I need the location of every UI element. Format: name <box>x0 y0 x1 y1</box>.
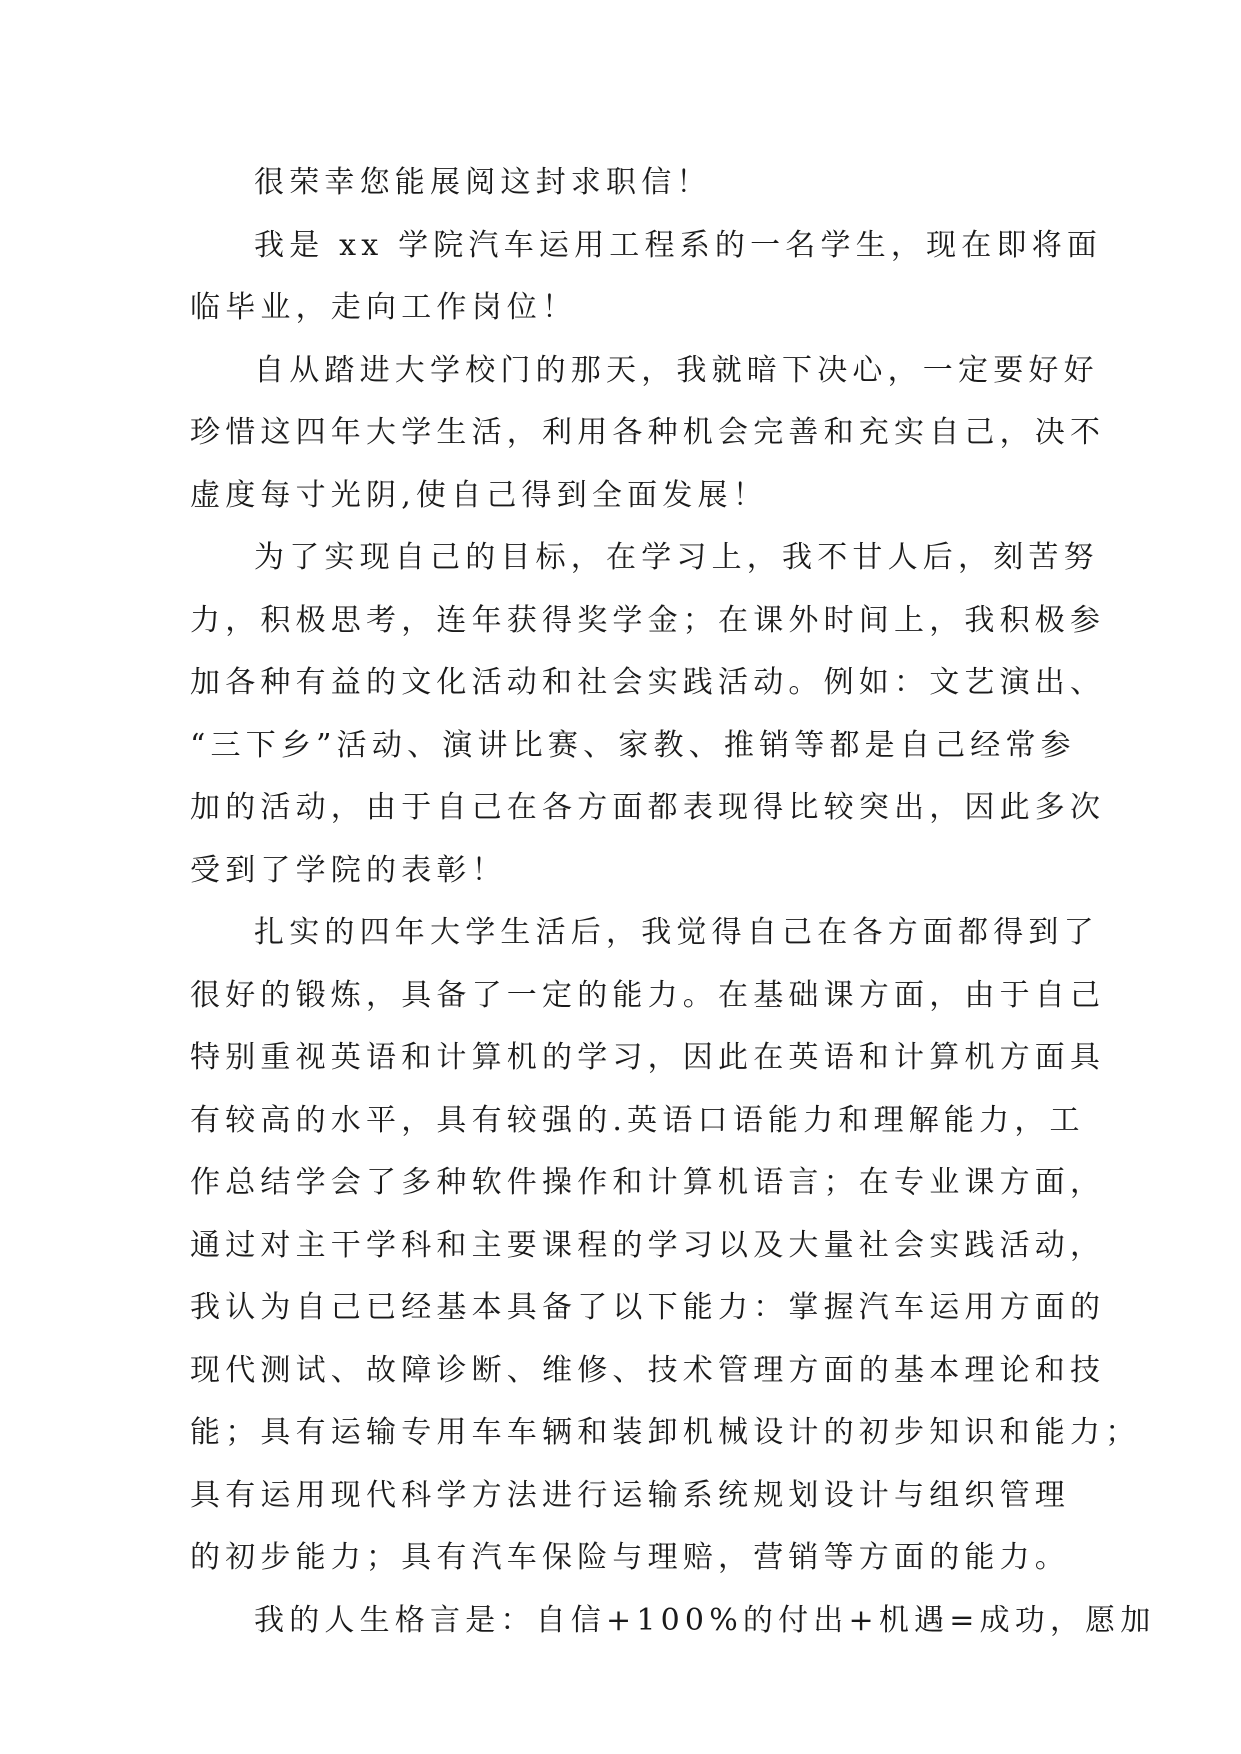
text-line: “三下乡”活动、演讲比赛、家教、推销等都是自己经常参 <box>190 727 1076 763</box>
text-line: 特别重视英语和计算机的学习，因此在英语和计算机方面具 <box>190 1040 1106 1075</box>
text-line: 珍惜这四年大学生活，利用各种机会完善和充实自己，决不 <box>190 415 1106 450</box>
text-line: 扎实的四年大学生活后，我觉得自己在各方面都得到了 <box>254 915 1099 950</box>
paragraph-abilities <box>190 902 1141 1590</box>
text-line: 作总结学会了多种软件操作和计算机语言；在专业课方面， <box>190 1165 1106 1200</box>
text-line: 为了实现自己的目标，在学习上，我不甘人后，刻苦努 <box>254 540 1099 575</box>
text-line: 加各种有益的文化活动和社会实践活动。例如：文艺演出、 <box>190 665 1106 700</box>
text-line: 受到了学院的表彰！ <box>190 852 507 888</box>
text-line: 的初步能力；具有汽车保险与理赔，营销等方面的能力。 <box>190 1540 1070 1575</box>
text-line: 加的活动，由于自己在各方面都表现得比较突出，因此多次 <box>190 790 1106 825</box>
text-line: 力，积极思考，连年获得奖学金；在课外时间上，我积极参 <box>190 602 1106 638</box>
text-line: 我的人生格言是：自信+100%的付出+机遇=成功，愿加 <box>254 1602 1156 1638</box>
paragraph-motto <box>190 1590 1156 1653</box>
text-line: 能；具有运输专用车车辆和装卸机械设计的初步知识和能力； <box>190 1415 1141 1450</box>
paragraph-introduction <box>190 215 1103 340</box>
text-line: 很荣幸您能展阅这封求职信！ <box>254 165 712 200</box>
paragraph-activities <box>190 527 1106 902</box>
text-line: 自从踏进大学校门的那天，我就暗下决心，一定要好好 <box>254 352 1099 388</box>
text-line: 虚度每寸光阴,使自己得到全面发展！ <box>190 477 768 513</box>
text-line: 通过对主干学科和主要课程的学习以及大量社会实践活动， <box>190 1227 1106 1263</box>
text-line: 有较高的水平，具有较强的.英语口语能力和理解能力，工 <box>190 1102 1085 1138</box>
text-line: 临毕业，走向工作岗位！ <box>190 290 578 325</box>
letter-body <box>190 152 1156 1652</box>
paragraph-greeting <box>190 152 1062 215</box>
paragraph-resolution <box>190 340 1106 528</box>
text-line: 我认为自己已经基本具备了以下能力：掌握汽车运用方面的 <box>190 1290 1106 1325</box>
text-line: 具有运用现代科学方法进行运输系统规划设计与组织管理 <box>190 1477 1070 1513</box>
text-line: 现代测试、故障诊断、维修、技术管理方面的基本理论和技 <box>190 1352 1106 1388</box>
text-line: 很好的锻炼，具备了一定的能力。在基础课方面，由于自己 <box>190 977 1106 1013</box>
text-line: 我是 xx 学院汽车运用工程系的一名学生，现在即将面 <box>254 227 1103 263</box>
